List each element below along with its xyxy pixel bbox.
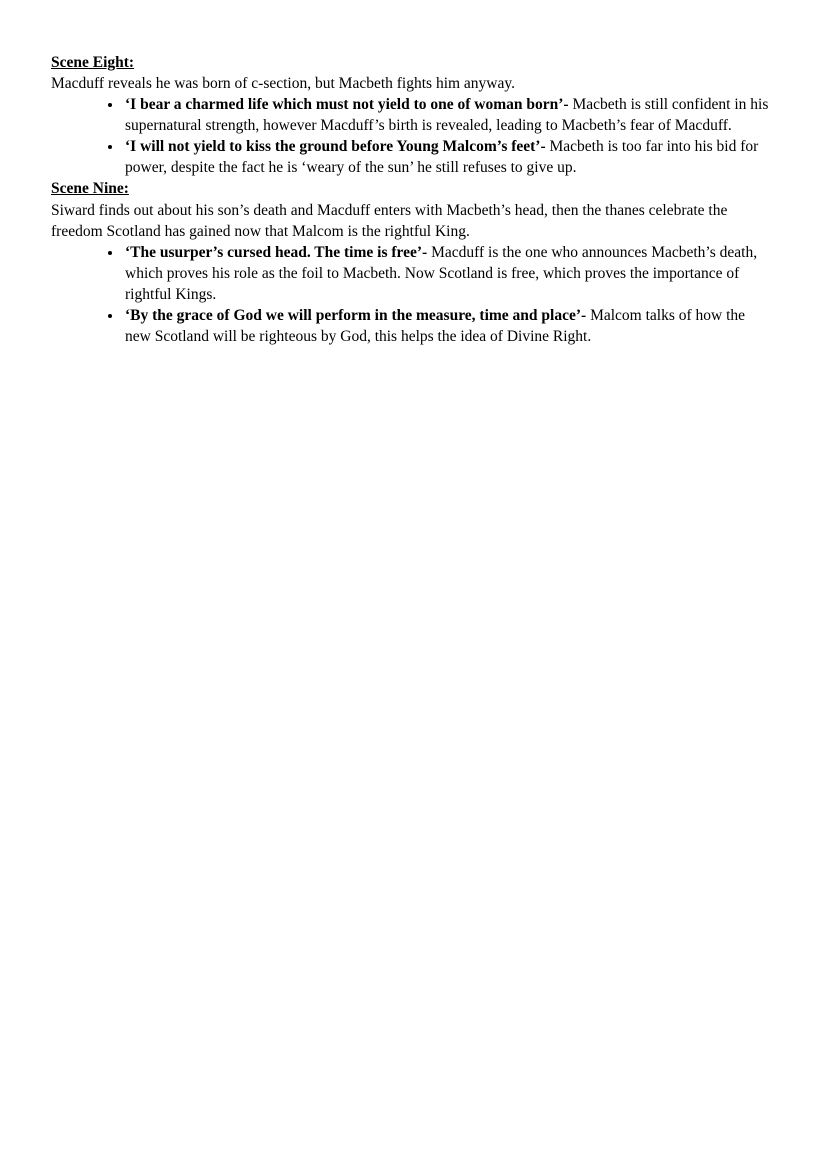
quote-text: ‘By the grace of God we will perform in the measure, time and place’- (125, 306, 587, 324)
section-heading: Scene Eight: (51, 54, 135, 71)
explanation-text: Malcom talks of how the new Scotland will be righteous by God, this helps the idea of Divine Right. (125, 306, 746, 346)
section-scene-eight (51, 52, 773, 178)
list-item (123, 305, 773, 347)
quote-text: ‘I bear a charmed life which must not yield to one of woman born’- (125, 96, 569, 114)
explanation-text: Macbeth is still confident in his supernatural strength, however Macduff’s birth is revealed, leading to Macbeth’s fear of Macduff. (125, 96, 769, 135)
quote-text: ‘I will not yield to kiss the ground before Young Malcom’s feet’- (125, 138, 546, 156)
explanation-text: Macduff is the one who announces Macbeth’s death, which proves his role as the foil to Macbeth. Now Scotland is free, which proves the importance of rightful Kings. (125, 243, 758, 303)
list-item (123, 136, 773, 178)
list-item (123, 94, 773, 136)
list-item (123, 242, 773, 305)
section-scene-nine (51, 178, 773, 347)
bullet-list (51, 242, 773, 347)
bullet-list (51, 94, 773, 178)
explanation-text: Macbeth is too far into his bid for power, despite the fact he is ‘weary of the sun’ he still refuses to give up. (125, 138, 759, 177)
section-intro: Siward finds out about his son’s death and Macduff enters with Macbeth’s head, then the thanes celebrate the freedom Scotland has gained now that Malcom is the rightful King. (51, 201, 728, 240)
section-intro: Macduff reveals he was born of c-section, but Macbeth fights him anyway. (51, 75, 516, 93)
quote-text: ‘The usurper’s cursed head. The time is free’- (125, 243, 428, 261)
section-heading: Scene Nine: (51, 180, 129, 198)
